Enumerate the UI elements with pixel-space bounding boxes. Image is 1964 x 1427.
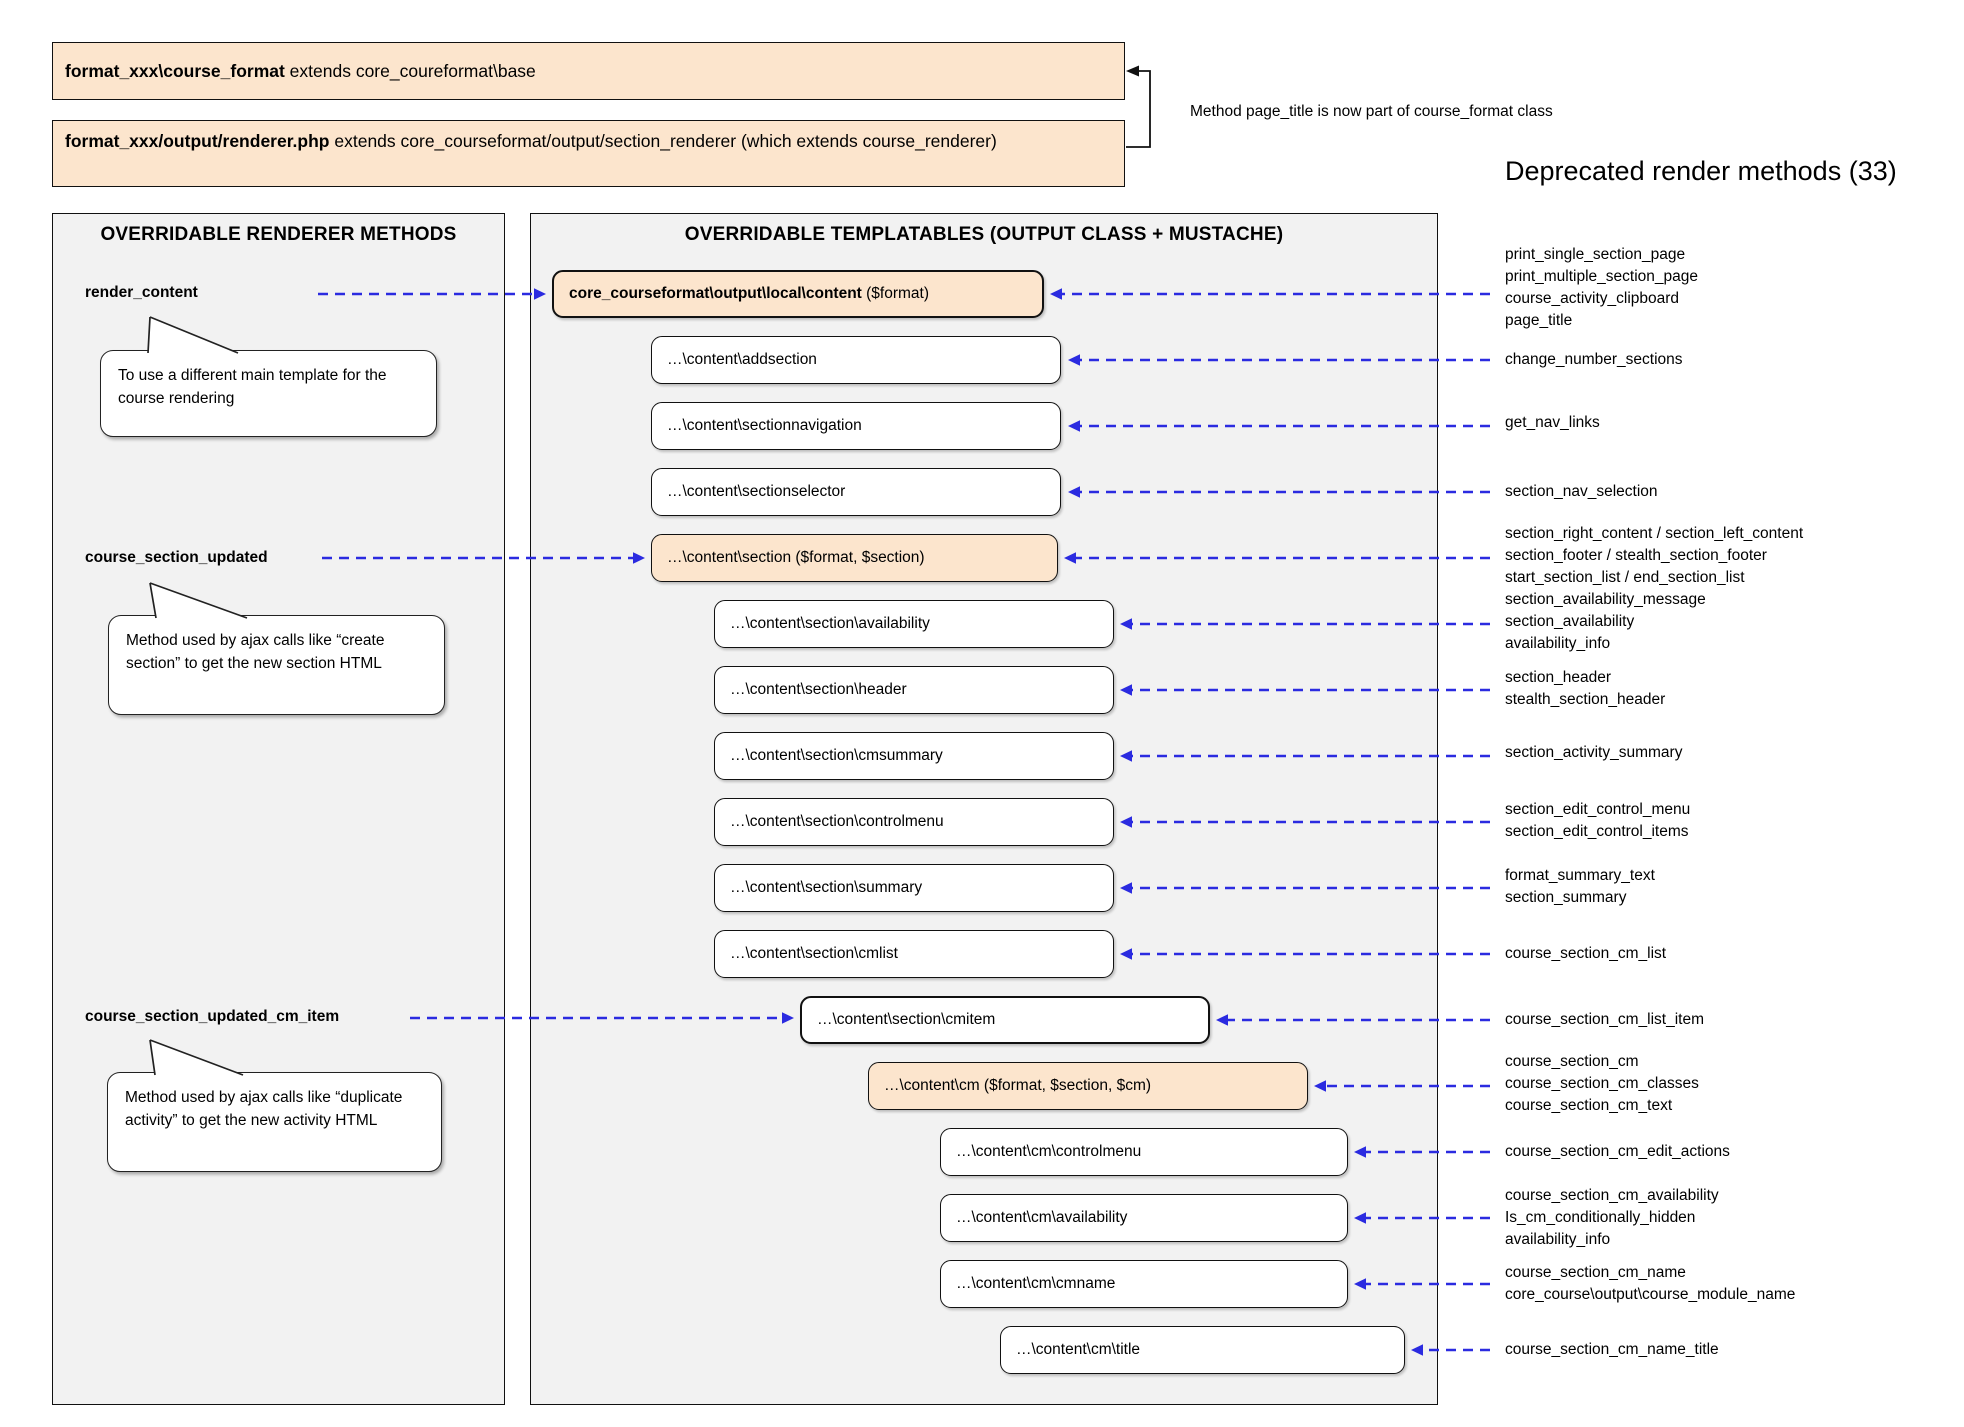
renderer-methods-panel-title: OVERRIDABLE RENDERER METHODS xyxy=(100,224,457,245)
class-relation-arrowhead xyxy=(1126,66,1139,77)
deprecated-method: section_nav_selection xyxy=(1505,483,1658,500)
deprecated-group-10 xyxy=(1505,865,1655,909)
deprecated-method: course_section_cm_text xyxy=(1505,1097,1673,1114)
templatable-box-section-header xyxy=(714,666,1114,714)
templatable-box-sectionselector xyxy=(651,468,1061,516)
deprecated-method: course_activity_clipboard xyxy=(1505,290,1680,307)
deprecated-method: page_title xyxy=(1505,312,1573,329)
renderer-method-render_content: render_content xyxy=(85,284,198,301)
templatable-box-cm-title-label: …\content\cm\title xyxy=(1016,1341,1141,1358)
templatable-box-section-controlmenu xyxy=(714,798,1114,846)
deprecated-method: format_summary_text xyxy=(1505,867,1655,884)
templatable-box-cm-availability-label: …\content\cm\availability xyxy=(956,1209,1128,1226)
templatable-box-section xyxy=(651,534,1058,582)
templatable-box-section-cmitem xyxy=(800,996,1210,1044)
templatable-box-sectionnavigation xyxy=(651,402,1061,450)
deprecated-method: course_section_cm_list_item xyxy=(1505,1011,1705,1028)
deprecated-method: section_edit_control_items xyxy=(1505,823,1689,840)
deprecated-group-16 xyxy=(1505,1262,1795,1306)
templatable-box-cm-cmname-label: …\content\cm\cmname xyxy=(956,1275,1116,1292)
class-relation-bracket xyxy=(1126,71,1150,147)
class-box-course-format-extends: extends core_coureformat\base xyxy=(284,61,536,81)
deprecated-group-13 xyxy=(1505,1051,1699,1117)
deprecated-method: section_right_content / section_left_content xyxy=(1505,525,1804,542)
deprecated-method: start_section_list / end_section_list xyxy=(1505,569,1745,586)
deprecated-group-7 xyxy=(1505,667,1665,711)
deprecated-methods-title: Deprecated render methods (33) xyxy=(1505,156,1897,186)
templatable-box-cm-cmname xyxy=(940,1260,1348,1308)
templatable-box-addsection xyxy=(651,336,1061,384)
deprecated-method: change_number_sections xyxy=(1505,351,1683,368)
deprecated-group-17 xyxy=(1505,1339,1719,1361)
deprecated-group-8 xyxy=(1505,742,1682,764)
deprecated-method: print_single_section_page xyxy=(1505,246,1686,263)
deprecated-method: course_section_cm_name_title xyxy=(1505,1341,1719,1358)
deprecated-method: course_section_cm xyxy=(1505,1053,1639,1070)
renderer-method-course_section_updated: course_section_updated xyxy=(85,549,268,566)
class-box-course-format-name: format_xxx\course_format xyxy=(65,61,285,81)
deprecated-group-1 xyxy=(1505,244,1698,332)
templatable-box-section-summary xyxy=(714,864,1114,912)
class-box-renderer-name: format_xxx/output/renderer.php xyxy=(65,131,330,151)
deprecated-method: section_header xyxy=(1505,669,1611,686)
deprecated-group-12 xyxy=(1505,1009,1704,1031)
templatable-box-section-cmitem-label: …\content\section\cmitem xyxy=(817,1011,996,1028)
deprecated-group-11 xyxy=(1505,943,1666,965)
speech-bubble-render_content: To use a different main template for the course rendering xyxy=(100,350,437,437)
templatable-box-section-cmlist-label: …\content\section\cmlist xyxy=(730,945,898,962)
deprecated-method: course_section_cm_name xyxy=(1505,1264,1686,1281)
templatable-box-content-class: core_courseformat\output\local\content xyxy=(569,285,862,302)
templatable-box-section-summary-label: …\content\section\summary xyxy=(730,879,923,896)
class-box-course-format xyxy=(52,42,1125,100)
deprecated-method: course_section_cm_edit_actions xyxy=(1505,1143,1730,1160)
deprecated-method: section_footer / stealth_section_footer xyxy=(1505,547,1767,564)
templatable-box-section-cmlist xyxy=(714,930,1114,978)
templatable-box-sectionnavigation-label: …\content\sectionnavigation xyxy=(667,417,862,434)
deprecated-group-2 xyxy=(1505,349,1683,371)
deprecated-method: course_section_cm_list xyxy=(1505,945,1667,962)
templatable-box-section-header-label: …\content\section\header xyxy=(730,681,907,698)
page-title-note: Method page_title is now part of course_format class xyxy=(1190,103,1553,120)
templatable-box-section-availability xyxy=(714,600,1114,648)
templatable-box-cm xyxy=(868,1062,1308,1110)
deprecated-method: course_section_cm_availability xyxy=(1505,1187,1719,1204)
deprecated-group-9 xyxy=(1505,799,1690,843)
templatable-box-cm-availability xyxy=(940,1194,1348,1242)
templatable-box-sectionselector-label: …\content\sectionselector xyxy=(667,483,846,500)
deprecated-group-4 xyxy=(1505,481,1658,503)
speech-bubble-course_section_updated_cm_item: Method used by ajax calls like “duplicate activity” to get the new activity HTML xyxy=(107,1072,442,1172)
deprecated-method: section_summary xyxy=(1505,889,1627,906)
templatable-box-section-controlmenu-label: …\content\section\controlmenu xyxy=(730,813,944,830)
templatable-box-cm-controlmenu-label: …\content\cm\controlmenu xyxy=(956,1143,1142,1160)
deprecated-group-14 xyxy=(1505,1141,1730,1163)
deprecated-method: section_edit_control_menu xyxy=(1505,801,1691,818)
templatable-box-content-label: ($format) xyxy=(861,285,930,302)
templatables-panel-title: OVERRIDABLE TEMPLATABLES (OUTPUT CLASS + MUSTACHE) xyxy=(684,224,1284,245)
deprecated-method: section_availability_message xyxy=(1505,591,1706,608)
templatable-box-addsection-label: …\content\addsection xyxy=(667,351,817,368)
deprecated-method: get_nav_links xyxy=(1505,414,1600,431)
deprecated-method: print_multiple_section_page xyxy=(1505,268,1699,285)
renderer-method-course_section_updated_cm_item: course_section_updated_cm_item xyxy=(85,1008,340,1025)
deprecated-method: section_availability xyxy=(1505,613,1635,630)
deprecated-group-6 xyxy=(1505,589,1706,655)
templatable-box-section-cmsummary xyxy=(714,732,1114,780)
deprecated-method: core_course\output\course_module_name xyxy=(1505,1286,1796,1303)
deprecated-method: stealth_section_header xyxy=(1505,691,1666,708)
deprecated-method: Is_cm_conditionally_hidden xyxy=(1505,1209,1696,1226)
deprecated-group-3 xyxy=(1505,412,1600,434)
deprecated-group-15 xyxy=(1505,1185,1719,1251)
templatable-box-cm-title xyxy=(1000,1326,1405,1374)
deprecated-method: availability_info xyxy=(1505,1231,1611,1248)
deprecated-group-5 xyxy=(1505,523,1803,589)
speech-bubble-course_section_updated: Method used by ajax calls like “create section” to get the new section HTML xyxy=(108,615,445,715)
class-box-renderer-extends: extends core_courseformat/output/section_renderer (which extends course_renderer) xyxy=(329,131,997,151)
templatable-box-cm-controlmenu xyxy=(940,1128,1348,1176)
templatable-box-section-availability-label: …\content\section\availability xyxy=(730,615,930,632)
templatable-box-section-cmsummary-label: …\content\section\cmsummary xyxy=(730,747,943,764)
deprecated-method: section_activity_summary xyxy=(1505,744,1683,761)
class-box-renderer xyxy=(52,120,1125,187)
deprecated-method: course_section_cm_classes xyxy=(1505,1075,1699,1092)
templatable-box-section-label: …\content\section ($format, $section) xyxy=(667,549,925,566)
templatable-box-content xyxy=(552,270,1044,318)
deprecated-method: availability_info xyxy=(1505,635,1611,652)
templatable-box-cm-label: …\content\cm ($format, $section, $cm) xyxy=(884,1077,1152,1094)
